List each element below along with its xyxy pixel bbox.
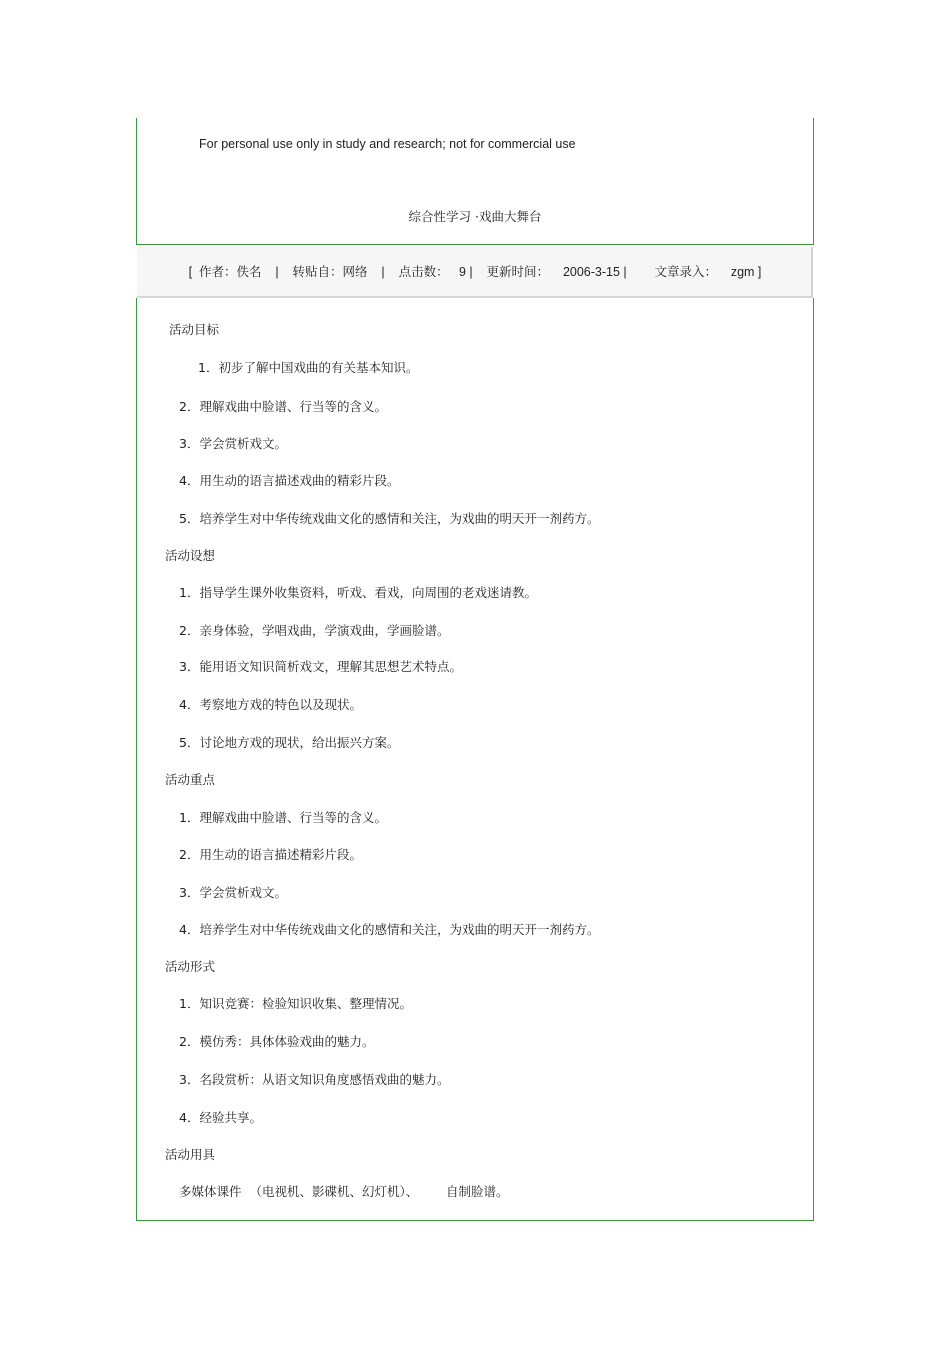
list-item: 1．理解戏曲中脸谱、行当等的含义。 xyxy=(179,810,387,825)
list-item: 1．知识竞赛：检验知识收集、整理情况。 xyxy=(179,996,412,1011)
section-heading-plan: 活动设想 xyxy=(165,548,216,563)
section-heading-tools: 活动用具 xyxy=(165,1147,216,1162)
list-item: 2．用生动的语言描述精彩片段。 xyxy=(179,847,362,862)
list-item: 5．培养学生对中华传统戏曲文化的感情和关注，为戏曲的明天开一剂药方。 xyxy=(179,511,600,526)
list-item: 3．学会赏析戏文。 xyxy=(179,436,287,451)
list-item: 3．名段赏析：从语文知识角度感悟戏曲的魅力。 xyxy=(179,1072,450,1087)
disclaimer-text: For personal use only in study and research; not for commercial use xyxy=(199,137,576,151)
article-info-text: [ 作者：佚名 | 转贴自：网络 | 点击数： 9 | 更新时间： 2006-3-15 | 文章录入： zgm ] xyxy=(188,265,762,279)
section-heading-goals: 活动目标 xyxy=(169,322,220,337)
list-item: 5．讨论地方戏的现状，给出振兴方案。 xyxy=(179,735,400,750)
list-item: 1．初步了解中国戏曲的有关基本知识。 xyxy=(198,360,419,375)
list-item: 4．经验共享。 xyxy=(179,1110,262,1125)
list-item: 4．用生动的语言描述戏曲的精彩片段。 xyxy=(179,473,400,488)
list-item: 2．理解戏曲中脸谱、行当等的含义。 xyxy=(179,399,387,414)
list-item: 2．亲身体验，学唱戏曲，学演戏曲，学画脸谱。 xyxy=(179,623,450,638)
page-title: 综合性学习 ·戏曲大舞台 xyxy=(408,209,542,224)
list-item: 3．学会赏析戏文。 xyxy=(179,885,287,900)
list-item: 3．能用语文知识简析戏文，理解其思想艺术特点。 xyxy=(179,659,462,674)
list-item: 2．模仿秀：具体体验戏曲的魅力。 xyxy=(179,1034,375,1049)
list-item: 1．指导学生课外收集资料，听戏、看戏，向周围的老戏迷请教。 xyxy=(179,585,537,600)
list-item: 多媒体课件 （电视机、影碟机、幻灯机）、 自制脸谱。 xyxy=(179,1184,509,1199)
section-heading-focus: 活动重点 xyxy=(165,772,216,787)
section-heading-format: 活动形式 xyxy=(165,959,216,974)
list-item: 4．考察地方戏的特色以及现状。 xyxy=(179,697,362,712)
list-item: 4．培养学生对中华传统戏曲文化的感情和关注，为戏曲的明天开一剂药方。 xyxy=(179,922,600,937)
